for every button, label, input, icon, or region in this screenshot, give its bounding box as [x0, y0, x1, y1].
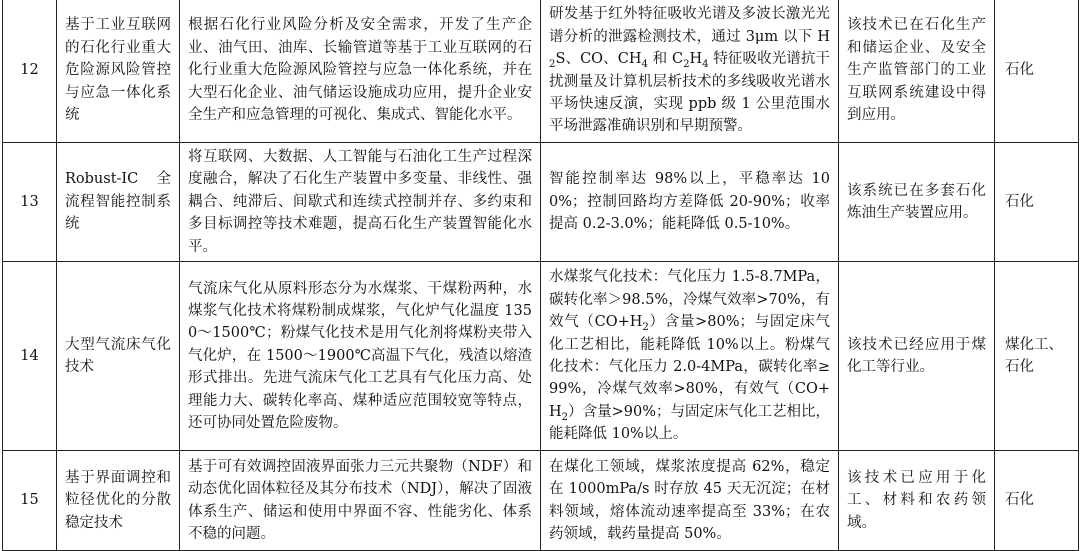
table-row	[3, 262, 1079, 451]
application-status: 该技术已应用于化工、材料和农药领域。	[839, 451, 995, 551]
technology-metrics: 智能控制率达 98%以上，平稳率达 100%；控制回路均方差降低 20-90%；收率提高 0.2-3.0%；能耗降低 0.5-10%。	[541, 143, 839, 262]
industry-category: 煤化工、石化	[995, 262, 1079, 451]
technology-metrics: 在煤化工领域，煤浆浓度提高 62%，稳定在 1000mPa/s 时存放 45 天无沉淀；在材料领域，熔体流动速率提高至 33%；在农药领域，载药量提高 50%。	[541, 451, 839, 551]
technology-name: 大型气流床气化技术	[57, 262, 180, 451]
industry-category: 石化	[995, 451, 1079, 551]
industry-category: 石化	[995, 0, 1079, 143]
row-number: 14	[3, 262, 57, 451]
table-row	[3, 451, 1079, 551]
technology-description: 基于可有效调控固液界面张力三元共聚物（NDF）和动态优化固体粒径及其分布技术（NDJ），解决了固液体系生产、储运和使用中界面不容、性能劣化、体系不稳的问题。	[180, 451, 541, 551]
row-number: 12	[3, 0, 57, 143]
industry-category: 石化	[995, 143, 1079, 262]
technology-table	[2, 0, 1079, 551]
table-row	[3, 143, 1079, 262]
technology-description: 气流床气化从原料形态分为水煤浆、干煤粉两种，水煤浆气化技术将煤粉制成煤浆，气化炉气化温度 1350～1500℃；粉煤气化技术是用气化剂将煤粉夹带入气化炉，在 1500～1900℃高温下气化，残渣以熔渣形式排出。先进气流床气化工艺具有气化压力高、处理能力大、碳转化率高、煤种适应范围较宽等特点，还可协同处置危险废物。	[180, 262, 541, 451]
application-status: 该技术已经应用于煤化工等行业。	[839, 262, 995, 451]
table-row	[3, 0, 1079, 143]
technology-description: 根据石化行业风险分析及安全需求，开发了生产企业、油气田、油库、长输管道等基于工业互联网的石化行业重大危险源风险管控与应急一体化系统，并在大型石化企业、油气储运设施成功应用，提升企业安全生产和应急管理的可视化、集成式、智能化水平。	[180, 0, 541, 143]
technology-metrics: 水煤浆气化技术：气化压力 1.5-8.7MPa，碳转化率＞98.5%，冷煤气效率>70%，有效气$(CO+H_2)$含量>80%；与固定床气化工艺相比，能耗降低 10%以上。粉煤气化技术：气化压力 2.0-4MPa，碳转化率≥99%，冷煤气效率>80%，有效气$(CO+H_2)$含量>90%；与固定床气化工艺相比，能耗降低 10%以上。	[541, 262, 839, 451]
application-status: 该技术已在石化生产和储运企业、及安全生产监管部门的工业互联网系统建设中得到应用。	[839, 0, 995, 143]
row-number: 15	[3, 451, 57, 551]
technology-description: 将互联网、大数据、人工智能与石油化工生产过程深度融合，解决了石化生产装置中多变量、非线性、强耦合、纯滞后、间歇式和连续式控制并存、多约束和多目标调控等技术难题，提高石化生产装置智能化水平。	[180, 143, 541, 262]
row-number: 13	[3, 143, 57, 262]
application-status: 该系统已在多套石化炼油生产装置应用。	[839, 143, 995, 262]
technology-name: 基于界面调控和粒径优化的分散稳定技术	[57, 451, 180, 551]
technology-name: 基于工业互联网的石化行业重大危险源风险管控与应急一体化系统	[57, 0, 180, 143]
technology-name: Robust-IC 全流程智能控制系统	[57, 143, 180, 262]
technology-metrics: 研发基于红外特征吸收光谱及多波长激光光谱分析的泄露检测技术，通过 3μm 以下 $H_2S$、CO、$CH_4$ 和 $C_2H_4$ 特征吸收光谱抗干扰测量及计算机层析技术的多线吸收光谱水平场快速反演，实现 ppb 级 1 公里范围水平场泄露准确识别和早期预警。	[541, 0, 839, 143]
